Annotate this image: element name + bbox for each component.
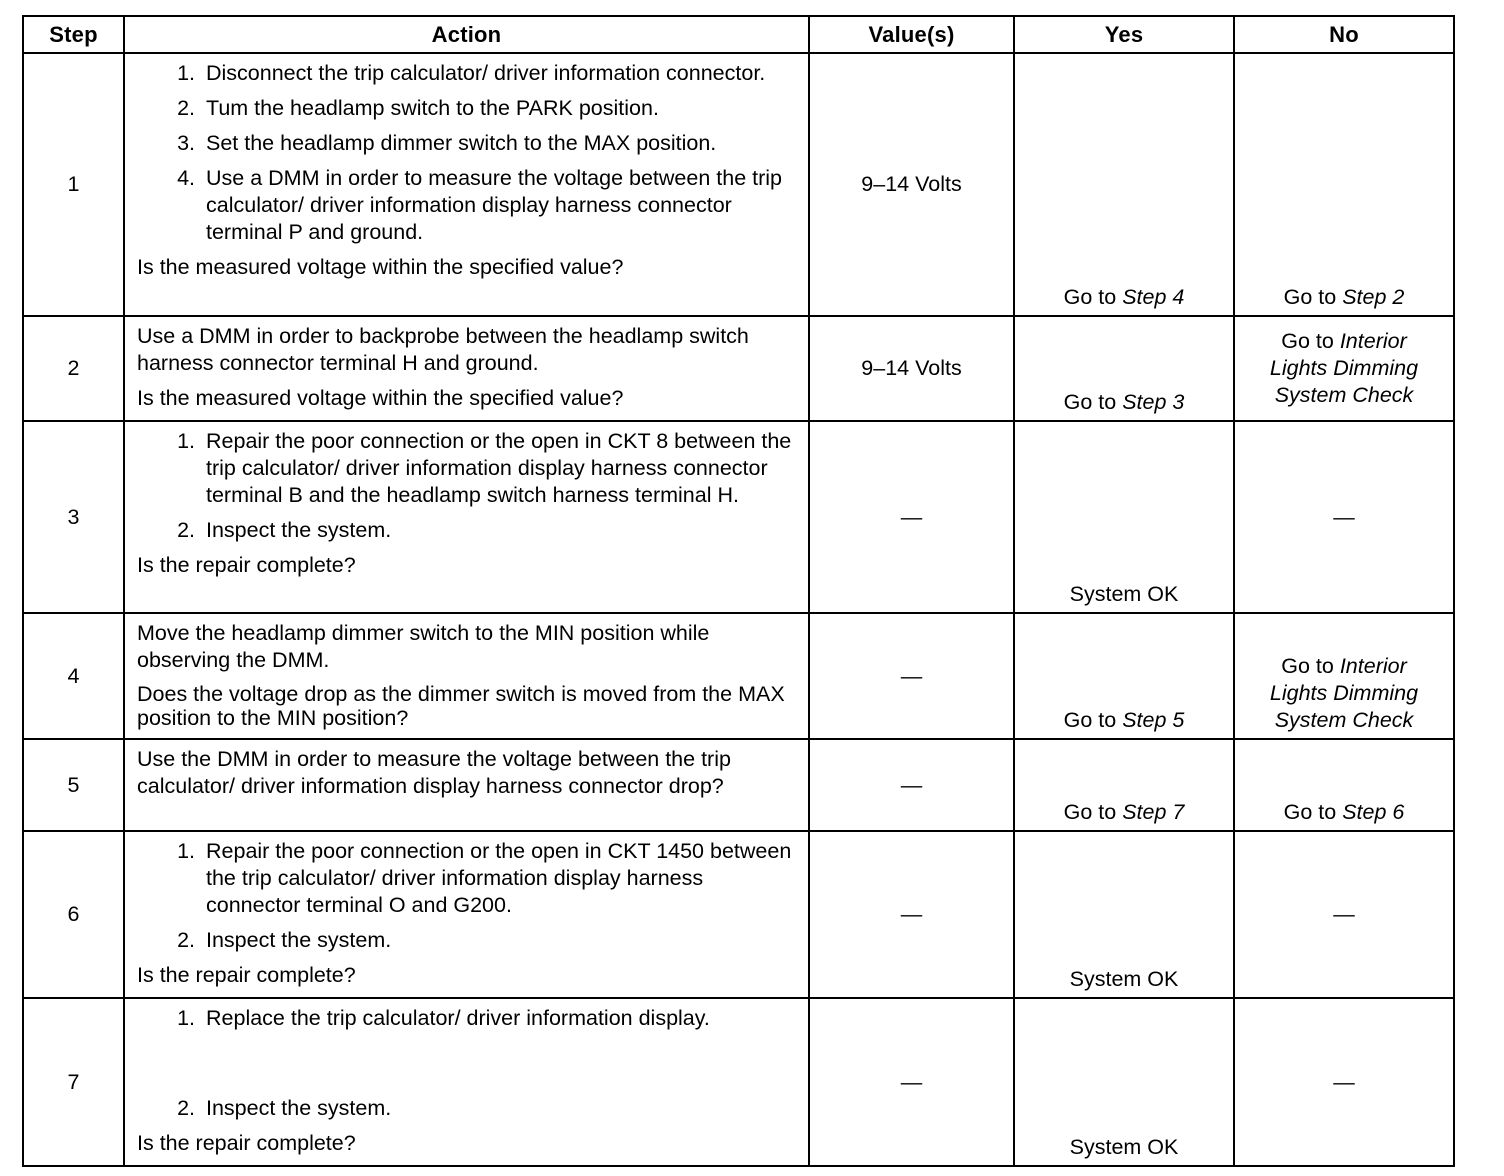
question-text: Does the voltage drop as the dimmer switch is moved from the MAX position to the MIN position? (137, 682, 785, 730)
list-item (137, 165, 800, 246)
header-no: No (1234, 16, 1454, 53)
value-cell: 9–14 Volts (809, 53, 1014, 316)
item-number: 2. (177, 518, 195, 542)
value-cell: — (809, 613, 1014, 739)
header-step: Step (23, 16, 124, 53)
no-prefix: Go to (1283, 285, 1337, 309)
no-cell: — (1234, 998, 1454, 1166)
list-item (137, 428, 800, 509)
yes-cell (1014, 739, 1234, 831)
step-number: 5 (23, 739, 124, 831)
action-cell (124, 421, 809, 613)
table-row (23, 316, 1454, 421)
action-text: Use a DMM in order to backprobe between the headlamp switch harness connector terminal H and ground. (137, 324, 749, 375)
yes-cell[interactable]: System OK (1014, 421, 1234, 613)
action-cell (124, 739, 809, 831)
list-item (137, 1005, 800, 1032)
yes-prefix: Go to (1063, 800, 1117, 824)
yes-cell[interactable]: System OK (1014, 831, 1234, 998)
question-text: Is the measured voltage within the specified value? (137, 255, 624, 279)
item-text: Disconnect the trip calculator/ driver information connector. (206, 61, 766, 85)
step-number: 3 (23, 421, 124, 613)
action-cell (124, 998, 809, 1166)
item-number: 4. (177, 166, 195, 190)
item-number: 1. (177, 1006, 195, 1030)
question-text: Is the repair complete? (137, 1131, 356, 1155)
step-number: 6 (23, 831, 124, 998)
header-yes: Yes (1014, 16, 1234, 53)
yes-target-link[interactable]: Step 5 (1122, 708, 1185, 732)
no-target-link[interactable]: Step 6 (1342, 800, 1405, 824)
item-text: Inspect the system. (206, 928, 392, 952)
list-item (137, 517, 800, 544)
no-prefix: Go to (1281, 329, 1334, 353)
no-prefix: Go to (1283, 800, 1337, 824)
list-item (137, 60, 800, 87)
question-text: Is the measured voltage within the specified value? (137, 386, 624, 410)
item-text: Tum the headlamp switch to the PARK position. (206, 96, 659, 120)
table-row (23, 613, 1454, 739)
action-text: Use the DMM in order to measure the voltage between the trip calculator/ driver information display harness connector drop? (137, 747, 731, 798)
action-cell (124, 316, 809, 421)
item-number: 2. (177, 1096, 195, 1120)
value-cell: — (809, 831, 1014, 998)
header-action: Action (124, 16, 809, 53)
no-target-link[interactable]: Step 2 (1342, 285, 1405, 309)
step-number: 4 (23, 613, 124, 739)
yes-target-link[interactable]: Step 7 (1122, 800, 1185, 824)
list-item (137, 95, 800, 122)
step-number: 7 (23, 998, 124, 1166)
item-text: Repair the poor connection or the open in CKT 1450 between the trip calculator/ driver information display harness connector terminal O and G200. (206, 839, 792, 917)
action-cell (124, 53, 809, 316)
question-text: Is the repair complete? (137, 963, 356, 987)
step-number: 1 (23, 53, 124, 316)
step-number: 2 (23, 316, 124, 421)
no-cell (1234, 316, 1454, 421)
yes-cell (1014, 316, 1234, 421)
value-cell: — (809, 739, 1014, 831)
item-text: Replace the trip calculator/ driver information display. (206, 1006, 710, 1030)
action-text: Move the headlamp dimmer switch to the MIN position while observing the DMM. (137, 621, 710, 672)
no-cell (1234, 613, 1454, 739)
table-row (23, 421, 1454, 613)
yes-cell[interactable]: System OK (1014, 998, 1234, 1166)
item-number: 3. (177, 131, 195, 155)
no-cell: — (1234, 421, 1454, 613)
list-item (137, 130, 800, 157)
yes-prefix: Go to (1063, 708, 1117, 732)
table-row (23, 998, 1454, 1166)
action-cell (124, 831, 809, 998)
yes-target-link[interactable]: Step 4 (1122, 285, 1185, 309)
table-row (23, 831, 1454, 998)
item-text: Set the headlamp dimmer switch to the MAX position. (206, 131, 717, 155)
question-text: Is the repair complete? (137, 553, 356, 577)
item-number: 2. (177, 928, 195, 952)
yes-cell (1014, 613, 1234, 739)
no-target-link[interactable]: Interior Lights Dimming System Check (1269, 329, 1419, 407)
list-item (137, 1095, 800, 1122)
action-cell (124, 613, 809, 739)
item-text: Use a DMM in order to measure the voltage between the trip calculator/ driver information display harness connector terminal P and ground. (206, 166, 783, 244)
no-prefix: Go to (1281, 654, 1334, 678)
no-cell (1234, 53, 1454, 316)
item-number: 1. (177, 839, 195, 863)
diagnostic-table (22, 15, 1455, 1167)
value-cell: 9–14 Volts (809, 316, 1014, 421)
header-values: Value(s) (809, 16, 1014, 53)
header-row (23, 16, 1454, 53)
yes-target-link[interactable]: Step 3 (1122, 390, 1185, 414)
yes-prefix: Go to (1063, 390, 1117, 414)
yes-cell (1014, 53, 1234, 316)
item-text: Inspect the system. (206, 518, 392, 542)
value-cell: — (809, 998, 1014, 1166)
no-cell: — (1234, 831, 1454, 998)
list-item (137, 838, 800, 919)
list-item (137, 927, 800, 954)
item-number: 2. (177, 96, 195, 120)
item-number: 1. (177, 429, 195, 453)
no-cell (1234, 739, 1454, 831)
item-number: 1. (177, 61, 195, 85)
yes-prefix: Go to (1063, 285, 1117, 309)
item-text: Repair the poor connection or the open in CKT 8 between the trip calculator/ driver information display harness connector terminal B and the headlamp switch harness terminal H. (206, 429, 792, 507)
table-row (23, 53, 1454, 316)
no-target-link[interactable]: Interior Lights Dimming System Check (1269, 654, 1419, 732)
value-cell: — (809, 421, 1014, 613)
table-row (23, 739, 1454, 831)
item-text: Inspect the system. (206, 1096, 392, 1120)
